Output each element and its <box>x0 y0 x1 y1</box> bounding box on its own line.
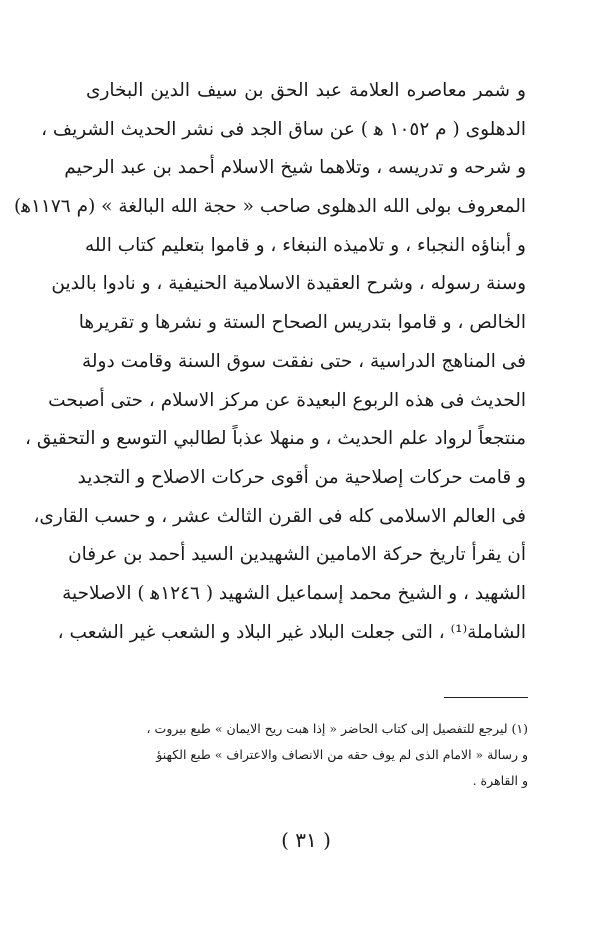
footnote-separator <box>444 697 528 698</box>
page-number: ( ٣١ ) <box>281 828 331 852</box>
footnote-line: و القاهرة . <box>472 773 528 788</box>
main-text <box>14 72 526 652</box>
text-line: و قامت حركات إصلاحية من أقوى حركات الاصلاح و التجديد <box>77 466 526 488</box>
text-line: و أبناؤه النجباء ، و تلاميذه النبغاء ، و قاموا بتعليم كتاب الله <box>85 234 526 256</box>
text-line: الشهيد ، و الشيخ محمد إسماعيل الشهيد ( ١٢٤٦ﻫ ) الاصلاحية <box>62 582 526 604</box>
text-line: و شرحه و تدريسه ، وتلاهما شيخ الاسلام أحمد بن عبد الرحيم <box>64 157 526 179</box>
text-line: فى العالم الاسلامى كله فى القرن الثالث عشر ، و حسب القارى، <box>33 505 526 527</box>
text-line: الخالص ، و قاموا بتدريس الصحاح الستة و نشرها و تقريرها <box>78 312 526 334</box>
text-line: و شمر معاصره العلامة عبد الحق بن سيف الدين البخارى <box>86 80 526 101</box>
footnote-line: و رسالة « الامام الذى لم يوف حقه من الانصاف والاعتراف » طبع الكهنؤ <box>156 747 528 762</box>
text-line: الدهلوى ( م ١٠٥٢ ﻫ ) عن ساق الجد فى نشر الحديث الشريف ، <box>41 118 526 140</box>
text-line: فى المناهج الدراسية ، حتى نفقت سوق السنة وقامت دولة <box>82 350 526 372</box>
text-line: الحديث فى هذه الربوع البعيدة عن مركز الاسلام ، حتى أصبحت <box>48 389 526 411</box>
text-line: الشاملة⁽¹⁾ ، التى جعلت البلاد غير البلاد و الشعب غير الشعب ، <box>57 621 526 643</box>
footnotes <box>100 716 528 794</box>
footnote-line: (١) ليرجع للتفصيل إلى كتاب الحاضر « إذا هبت ريح الايمان » طبع بيروت ، <box>146 721 528 736</box>
text-line: وسنة رسوله ، وشرح العقيدة الاسلامية الحنيفية ، و نادوا بالدين <box>51 273 526 295</box>
text-line: أن يقرأ تاريخ حركة الامامين الشهيدين السيد أحمد بن عرفان <box>68 544 526 566</box>
text-line: المعروف بولى الله الدهلوى صاحب « حجة الله البالغة » (م ١١٧٦ﻫ) <box>14 196 526 218</box>
text-line: منتجعاً لرواد علم الحديث ، و منهلا عذباً لطالبي التوسع و التحقيق ، <box>25 428 526 450</box>
